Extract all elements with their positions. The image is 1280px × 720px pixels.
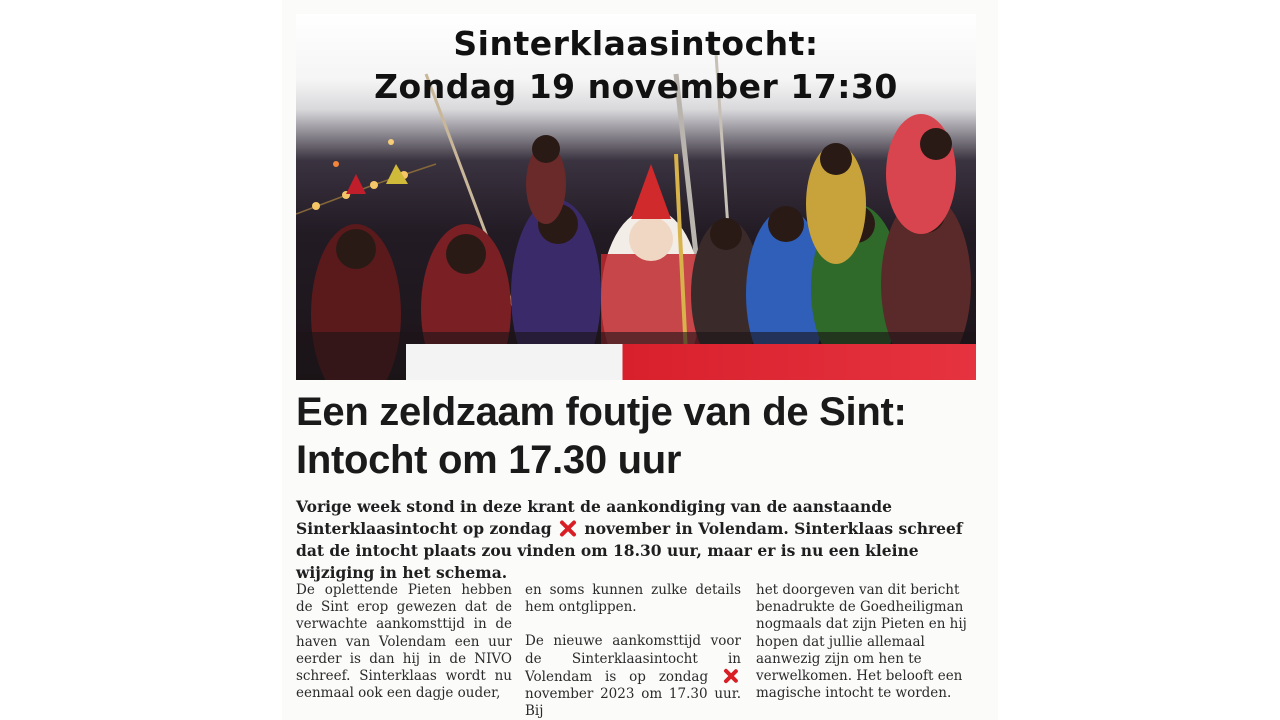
- left-margin: [0, 0, 282, 720]
- parade-photo: [296, 14, 976, 380]
- column-1: [296, 582, 512, 702]
- overlay-line-2: Zondag 19 november 17:30: [374, 67, 898, 106]
- column-2-paragraph-1: en soms kunnen zulke details hem ontglippen.: [525, 582, 741, 616]
- column-1-paragraph: De oplettende Pieten hebben de Sint erop gewezen dat de verwachte aankomsttijd in de haven van Volendam een uur eerder is dan hij in de NIVO schreef. Sinterklaas wordt nu eenmaal ook een dagje ouder,: [296, 582, 512, 702]
- column-2-text-part1: De nieuwe aankomsttijd voor de Sinterklaasintocht in Volendam is op zondag: [525, 633, 741, 685]
- article-title: [296, 388, 986, 484]
- event-date-overlay: [296, 22, 976, 108]
- overlay-line-1: Sinterklaasintocht:: [453, 24, 819, 63]
- title-line-1: Een zeldzaam foutje van de Sint:: [296, 390, 907, 434]
- article-body: [296, 582, 976, 720]
- right-margin: [998, 0, 1280, 720]
- boat-banner: [406, 344, 976, 380]
- column-2-text-part2: november 2023 om 17.30 uur. Bij: [525, 686, 741, 720]
- newspaper-clipping: [282, 0, 998, 720]
- column-3: [756, 582, 972, 702]
- lead-text-part2: november in Volendam. Sinterklaas schreef dat de intocht plaats zou vinden om 18.30 uur, maar er is nu een kleine wijziging in het schema.: [296, 519, 963, 582]
- string-lights: [296, 139, 436, 214]
- column-3-paragraph: het doorgeven van dit bericht benadrukte de Goedheiligman nogmaals dat zijn Pieten en hij hopen dat jullie allemaal aanwezig zijn om hen te verwelkomen. Het belooft een magische intocht te worden.: [756, 582, 967, 702]
- title-line-2: Intocht om 17.30 uur: [296, 438, 682, 482]
- red-x-icon: [722, 668, 740, 683]
- red-x-icon: [558, 519, 578, 537]
- lead-text-part1: Vorige week stond in deze krant de aankondiging van de aanstaande Sinterklaasintocht op zondag: [296, 497, 892, 538]
- article-lead: [296, 496, 978, 584]
- column-2-paragraph-2: [525, 633, 741, 720]
- column-2: [525, 582, 741, 720]
